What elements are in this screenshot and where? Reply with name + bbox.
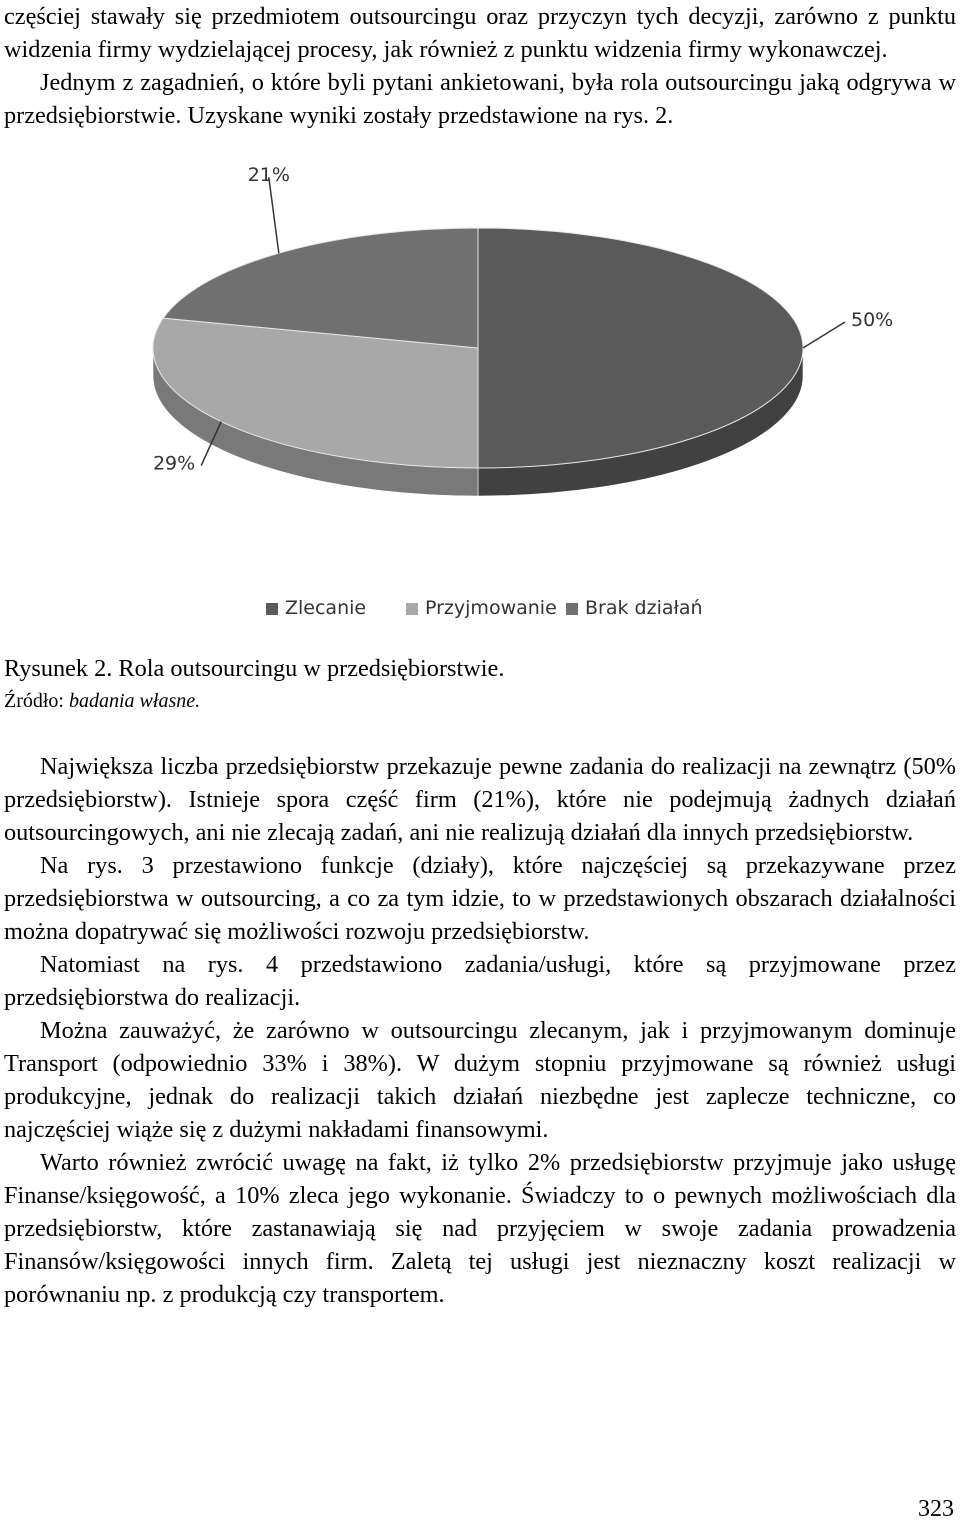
intro-paragraph: częściej stawały się przedmiotem outsourcingu oraz przyczyn tych decyzji, zarówno z punktu widzenia firmy wydzielającej procesy, jak również z punktu widzenia firmy wykonawczej. xyxy=(4,3,956,63)
pie-chart-figure xyxy=(0,164,960,640)
body-paragraph: Na rys. 3 przestawiono funkcje (działy), które najczęściej są przekazywane przez przedsiębiorstwa w outsourcing, a co za tym idzie, to w przedstawionych obszarach działalności można dopatrywać się możliwości rozwoju przedsiębiorstw. xyxy=(4,852,956,945)
legend-swatch xyxy=(566,603,578,615)
body-paragraph: Można zauważyć, że zarówno w outsourcingu zlecanym, jak i przyjmowanym dominuje Transport (odpowiednio 33% i 38%). W dużym stopniu przyjmowane są również usługi produkcyjne, jednak do realizacji takich działań niezbędne jest zaplecze techniczne, co najczęściej wiąże się z dużymi nakładami finansowymi. xyxy=(4,1017,956,1143)
figure-caption: Rysunek 2. Rola outsourcingu w przedsiębiorstwie. xyxy=(4,655,505,682)
source-prefix: Źródło: xyxy=(4,690,69,712)
body-text xyxy=(4,750,956,1311)
legend-label: Brak działań xyxy=(585,597,703,619)
legend-swatch xyxy=(406,603,418,615)
body-paragraph: Natomiast na rys. 4 przedstawiono zadania/usługi, które są przyjmowane przez przedsiębiorstwa do realizacji. xyxy=(4,951,956,1011)
legend-label: Przyjmowanie xyxy=(425,597,557,619)
pie-chart xyxy=(0,164,960,640)
pie-value-label: 50% xyxy=(851,309,894,331)
pie-value-label: 21% xyxy=(247,164,290,187)
intro-paragraph: Jednym z zagadnień, o które byli pytani ankietowani, była rola outsourcingu jaką odgrywa w przedsiębiorstwie. Uzyskane wyniki zostały przedstawione na rys. 2. xyxy=(4,69,956,129)
pie-leader-line xyxy=(269,177,279,253)
legend-swatch xyxy=(266,603,278,615)
body-paragraph: Największa liczba przedsiębiorstw przekazuje pewne zadania do realizacji na zewnątrz (50% przedsiębiorstw). Istnieje spora część firm (21%), które nie podejmują żadnych działań outsourcingowych, ani nie zlecają zadań, ani nie realizują działań dla innych przedsiębiorstw. xyxy=(4,753,956,846)
pie-value-label: 29% xyxy=(152,452,196,475)
body-paragraph: Warto również zwrócić uwagę na fakt, iż tylko 2% przedsiębiorstw przyjmuje jako usługę Finanse/księgowość, a 10% zleca jego wykonanie. Świadczy to o pewnych możliwościach dla przedsiębiorstw, które zastanawiają się nad przyjęciem w swoje zadania prowadzenia Finansów/księgowości innych firm. Zaletą tej usługi jest nieznaczny koszt realizacji w porównaniu np. z produkcją czy transportem. xyxy=(4,1149,956,1308)
intro-text xyxy=(4,0,956,132)
legend-label: Zlecanie xyxy=(285,597,367,619)
page-number: 323 xyxy=(918,1496,954,1522)
source-text: badania własne. xyxy=(69,690,201,712)
figure-source xyxy=(4,688,200,714)
pie-leader-line xyxy=(803,322,845,348)
